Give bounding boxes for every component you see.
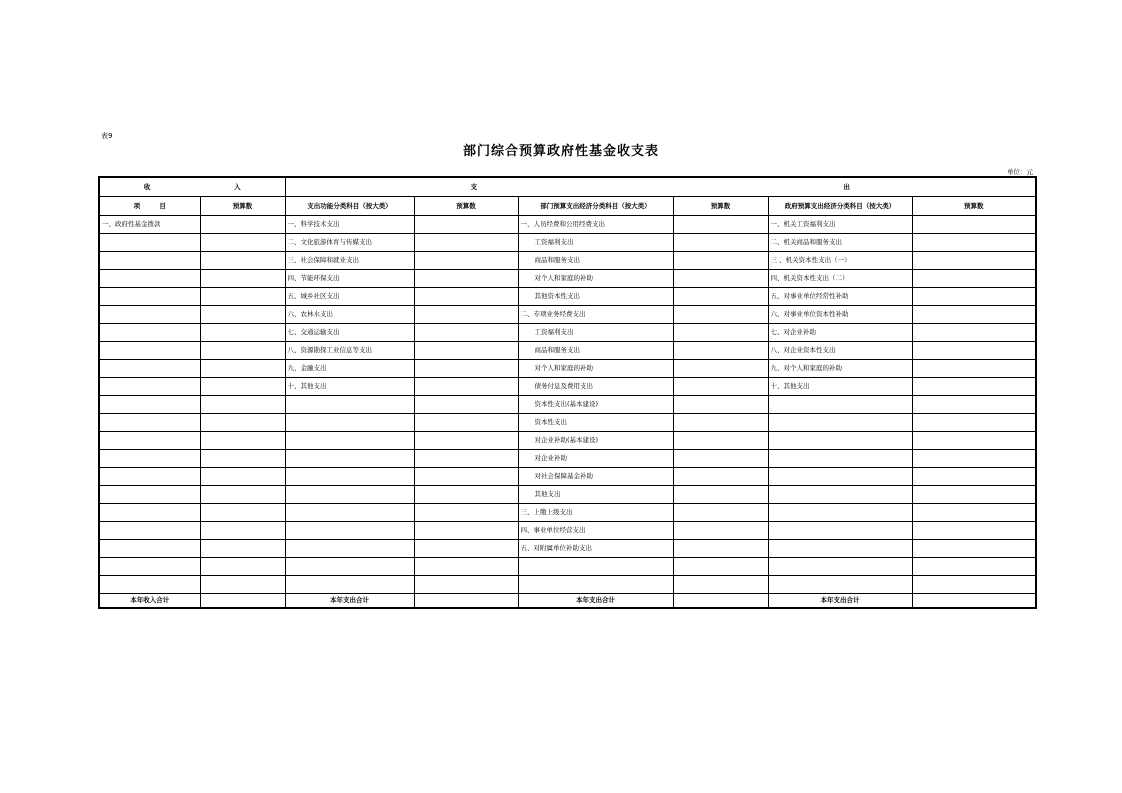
table-row <box>99 360 1036 378</box>
dept-econ-cell: 对企业补助 <box>518 450 673 468</box>
dept-budget-cell <box>673 414 768 432</box>
gov-econ-cell <box>768 522 912 540</box>
table-row <box>99 306 1036 324</box>
gov-budget-cell <box>912 306 1036 324</box>
func-budget-cell <box>414 360 518 378</box>
income-budget-cell <box>200 252 285 270</box>
dept-econ-cell: 商品和服务支出 <box>518 252 673 270</box>
income-item-cell <box>99 504 200 522</box>
func-class-header: 支出功能分类科目（按大类） <box>285 197 414 216</box>
income-char-2: 入 <box>234 182 241 191</box>
dept-econ-cell: 工资福利支出 <box>518 234 673 252</box>
func-budget-cell <box>414 540 518 558</box>
dept-econ-cell <box>518 576 673 594</box>
table-row <box>99 234 1036 252</box>
dept-econ-cell: 商品和服务支出 <box>518 342 673 360</box>
gov-budget-cell <box>912 540 1036 558</box>
gov-budget-cell <box>912 468 1036 486</box>
income-budget-cell <box>200 504 285 522</box>
dept-econ-cell: 资本性支出(基本建设) <box>518 396 673 414</box>
totals-row <box>99 594 1036 609</box>
func-budget-cell <box>414 288 518 306</box>
gov-budget-header: 预算数 <box>912 197 1036 216</box>
gov-budget-cell <box>912 288 1036 306</box>
income-item-cell <box>99 360 200 378</box>
func-budget-cell <box>414 342 518 360</box>
gov-econ-cell: 三 、机关资本性支出（一） <box>768 252 912 270</box>
func-total-label: 本年支出合计 <box>285 594 414 609</box>
dept-econ-header: 部门预算支出经济分类科目（按大类） <box>518 197 673 216</box>
func-class-cell <box>285 486 414 504</box>
func-class-cell <box>285 522 414 540</box>
income-section-header <box>99 177 285 197</box>
gov-econ-cell: 六、对事业单位资本性补助 <box>768 306 912 324</box>
item-header <box>99 197 200 216</box>
func-budget-cell <box>414 432 518 450</box>
gov-econ-cell <box>768 540 912 558</box>
dept-econ-cell: 二、专项业务经费支出 <box>518 306 673 324</box>
income-char-1: 收 <box>143 182 151 191</box>
func-class-cell: 二、文化旅游体育与传媒支出 <box>285 234 414 252</box>
table-row <box>99 468 1036 486</box>
func-class-cell: 五、城乡社区支出 <box>285 288 414 306</box>
dept-budget-cell <box>673 558 768 576</box>
gov-budget-cell <box>912 378 1036 396</box>
income-item-cell <box>99 486 200 504</box>
func-budget-cell <box>414 576 518 594</box>
dept-econ-cell: 工资福利支出 <box>518 324 673 342</box>
func-budget-cell <box>414 324 518 342</box>
dept-econ-cell: 债务付息及费用支出 <box>518 378 673 396</box>
dept-budget-cell <box>673 342 768 360</box>
dept-budget-cell <box>673 540 768 558</box>
gov-econ-cell: 一、机关工资福利支出 <box>768 216 912 234</box>
dept-econ-cell: 对社会保障基金补助 <box>518 468 673 486</box>
gov-econ-cell: 二、机关商品和服务支出 <box>768 234 912 252</box>
dept-econ-cell: 三、上缴上级支出 <box>518 504 673 522</box>
income-budget-cell <box>200 486 285 504</box>
dept-budget-cell <box>673 576 768 594</box>
gov-econ-cell <box>768 396 912 414</box>
income-item-cell <box>99 576 200 594</box>
dept-budget-cell <box>673 324 768 342</box>
dept-budget-cell <box>673 378 768 396</box>
func-class-cell <box>285 468 414 486</box>
func-class-cell: 六、农林水支出 <box>285 306 414 324</box>
income-item-cell <box>99 234 200 252</box>
func-class-cell: 八、资源勘探工业信息等支出 <box>285 342 414 360</box>
dept-econ-cell: 其他支出 <box>518 486 673 504</box>
func-budget-cell <box>414 522 518 540</box>
income-item-cell <box>99 306 200 324</box>
income-budget-cell <box>200 216 285 234</box>
income-budget-header: 预算数 <box>200 197 285 216</box>
gov-econ-cell <box>768 468 912 486</box>
gov-econ-cell <box>768 504 912 522</box>
func-class-cell <box>285 450 414 468</box>
income-item-cell <box>99 324 200 342</box>
dept-total-label: 本年支出合计 <box>518 594 673 609</box>
dept-budget-cell <box>673 252 768 270</box>
income-item-cell <box>99 396 200 414</box>
dept-econ-cell <box>518 558 673 576</box>
table-row <box>99 414 1036 432</box>
table-row <box>99 324 1036 342</box>
income-item-cell: 一、政府性基金拨款 <box>99 216 200 234</box>
dept-budget-cell <box>673 396 768 414</box>
func-budget-cell <box>414 558 518 576</box>
dept-budget-cell <box>673 522 768 540</box>
gov-budget-cell <box>912 396 1036 414</box>
income-budget-cell <box>200 414 285 432</box>
income-item-cell <box>99 522 200 540</box>
gov-econ-cell <box>768 432 912 450</box>
income-item-cell <box>99 288 200 306</box>
func-class-cell <box>285 576 414 594</box>
income-budget-cell <box>200 234 285 252</box>
table-row <box>99 288 1036 306</box>
func-budget-cell <box>414 450 518 468</box>
dept-budget-cell <box>673 288 768 306</box>
gov-budget-cell <box>912 234 1036 252</box>
gov-econ-cell <box>768 414 912 432</box>
gov-budget-cell <box>912 450 1036 468</box>
income-budget-cell <box>200 378 285 396</box>
func-class-cell: 四、节能环保支出 <box>285 270 414 288</box>
dept-budget-cell <box>673 450 768 468</box>
income-total-label: 本年收入合计 <box>99 594 200 609</box>
gov-econ-cell: 四、机关资本性支出（二） <box>768 270 912 288</box>
dept-budget-cell <box>673 468 768 486</box>
table-row <box>99 540 1036 558</box>
func-class-cell <box>285 432 414 450</box>
dept-budget-cell <box>673 270 768 288</box>
dept-econ-cell: 对个人和家庭的补助 <box>518 360 673 378</box>
budget-table <box>98 176 1037 609</box>
gov-budget-cell <box>912 558 1036 576</box>
income-item-cell <box>99 558 200 576</box>
page-title: 部门综合预算政府性基金收支表 <box>462 144 659 159</box>
gov-econ-cell <box>768 450 912 468</box>
expense-section-header <box>285 177 1036 197</box>
dept-budget-header: 预算数 <box>673 197 768 216</box>
func-class-cell: 三、社会保障和就业支出 <box>285 252 414 270</box>
item-char-2: 目 <box>159 201 166 210</box>
dept-econ-cell: 五、对附属单位补助支出 <box>518 540 673 558</box>
dept-budget-cell <box>673 306 768 324</box>
table-row <box>99 270 1036 288</box>
income-item-cell <box>99 450 200 468</box>
gov-budget-cell <box>912 522 1036 540</box>
dept-econ-cell: 对企业补助(基本建设) <box>518 432 673 450</box>
gov-budget-cell <box>912 252 1036 270</box>
gov-econ-cell: 八、对企业资本性支出 <box>768 342 912 360</box>
gov-econ-cell: 十、其他支出 <box>768 378 912 396</box>
dept-budget-cell <box>673 432 768 450</box>
func-budget-cell <box>414 216 518 234</box>
func-budget-cell <box>414 504 518 522</box>
income-item-cell <box>99 270 200 288</box>
gov-budget-cell <box>912 414 1036 432</box>
func-budget-cell <box>414 486 518 504</box>
income-budget-cell <box>200 342 285 360</box>
income-total-value <box>200 594 285 609</box>
income-item-cell <box>99 342 200 360</box>
expense-char-1: 支 <box>470 182 478 191</box>
income-budget-cell <box>200 432 285 450</box>
gov-budget-cell <box>912 432 1036 450</box>
gov-budget-cell <box>912 360 1036 378</box>
gov-budget-cell <box>912 486 1036 504</box>
table-row <box>99 522 1036 540</box>
gov-budget-cell <box>912 576 1036 594</box>
func-class-cell: 七、交通运输支出 <box>285 324 414 342</box>
func-class-cell <box>285 558 414 576</box>
func-budget-cell <box>414 396 518 414</box>
func-budget-cell <box>414 234 518 252</box>
dept-total-value <box>673 594 768 609</box>
income-budget-cell <box>200 540 285 558</box>
dept-budget-cell <box>673 216 768 234</box>
dept-budget-cell <box>673 504 768 522</box>
table-row <box>99 486 1036 504</box>
dept-econ-cell: 其他资本性支出 <box>518 288 673 306</box>
func-class-cell <box>285 396 414 414</box>
gov-econ-cell: 七、对企业补助 <box>768 324 912 342</box>
income-item-cell <box>99 414 200 432</box>
income-budget-cell <box>200 468 285 486</box>
table-row <box>99 576 1036 594</box>
func-budget-cell <box>414 468 518 486</box>
income-budget-cell <box>200 306 285 324</box>
expense-char-2: 出 <box>843 182 850 191</box>
income-budget-cell <box>200 324 285 342</box>
income-budget-cell <box>200 288 285 306</box>
gov-econ-cell <box>768 576 912 594</box>
func-budget-cell <box>414 414 518 432</box>
gov-econ-cell: 九、对个人和家庭的补助 <box>768 360 912 378</box>
dept-budget-cell <box>673 486 768 504</box>
income-item-cell <box>99 540 200 558</box>
func-class-cell <box>285 504 414 522</box>
gov-budget-cell <box>912 342 1036 360</box>
table-row <box>99 432 1036 450</box>
func-budget-cell <box>414 270 518 288</box>
gov-econ-cell <box>768 558 912 576</box>
func-budget-header: 预算数 <box>414 197 518 216</box>
table-row <box>99 252 1036 270</box>
gov-budget-cell <box>912 504 1036 522</box>
gov-total-label: 本年支出合计 <box>768 594 912 609</box>
table-row <box>99 558 1036 576</box>
column-header-row <box>99 197 1036 216</box>
func-total-value <box>414 594 518 609</box>
table-row <box>99 342 1036 360</box>
dept-budget-cell <box>673 234 768 252</box>
func-class-cell <box>285 414 414 432</box>
table-number: 表9 <box>101 132 113 140</box>
income-budget-cell <box>200 450 285 468</box>
table-row <box>99 216 1036 234</box>
income-item-cell <box>99 468 200 486</box>
table-row <box>99 378 1036 396</box>
func-class-cell: 一、科学技术支出 <box>285 216 414 234</box>
dept-econ-cell: 一、人员经费和公用经费支出 <box>518 216 673 234</box>
gov-total-value <box>912 594 1036 609</box>
gov-budget-cell <box>912 216 1036 234</box>
section-header-row <box>99 177 1036 197</box>
income-item-cell <box>99 378 200 396</box>
unit-label: 单位：元 <box>1007 168 1033 176</box>
income-budget-cell <box>200 576 285 594</box>
func-class-cell <box>285 540 414 558</box>
func-class-cell: 九、金融支出 <box>285 360 414 378</box>
gov-econ-cell <box>768 486 912 504</box>
gov-budget-cell <box>912 270 1036 288</box>
income-budget-cell <box>200 396 285 414</box>
dept-budget-cell <box>673 360 768 378</box>
income-item-cell <box>99 252 200 270</box>
dept-econ-cell: 四、事业单位经营支出 <box>518 522 673 540</box>
gov-econ-cell: 五、对事业单位经常性补助 <box>768 288 912 306</box>
dept-econ-cell: 对个人和家庭的补助 <box>518 270 673 288</box>
gov-econ-header: 政府预算支出经济分类科目（按大类） <box>768 197 912 216</box>
func-budget-cell <box>414 378 518 396</box>
table-row <box>99 504 1036 522</box>
table-row <box>99 396 1036 414</box>
income-budget-cell <box>200 522 285 540</box>
income-budget-cell <box>200 558 285 576</box>
item-char-1: 项 <box>133 201 141 210</box>
func-budget-cell <box>414 252 518 270</box>
dept-econ-cell: 资本性支出 <box>518 414 673 432</box>
income-budget-cell <box>200 270 285 288</box>
table-row <box>99 450 1036 468</box>
income-item-cell <box>99 432 200 450</box>
func-budget-cell <box>414 306 518 324</box>
income-budget-cell <box>200 360 285 378</box>
func-class-cell: 十、其他支出 <box>285 378 414 396</box>
gov-budget-cell <box>912 324 1036 342</box>
